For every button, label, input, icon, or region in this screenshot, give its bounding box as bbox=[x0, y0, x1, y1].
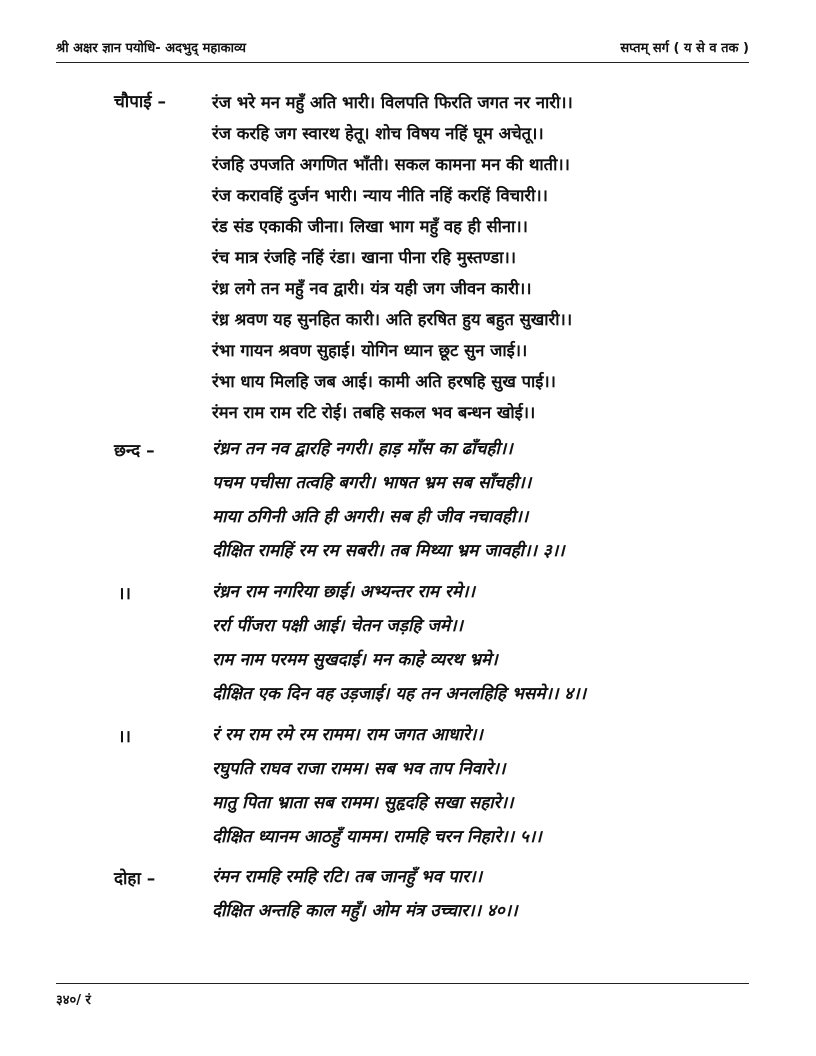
verse-line: रंमन रामहि रमहि रटि। तब जानहुँ भव पार।। bbox=[212, 867, 483, 887]
verse-line: माया ठगिनी अति ही अगरी। सब ही जीव नचावही।। bbox=[212, 507, 529, 527]
verse-line: रंज करावहिं दुर्जन भारी। न्याय नीति नहिं करहिं विचारी।। bbox=[212, 186, 548, 205]
chaupai-lines bbox=[212, 87, 682, 428]
verse-line: रंज करहि जग स्वारथ हेतू। शोच विषय नहिं घूम अचेतू।। bbox=[212, 124, 544, 143]
chhand-2-lines bbox=[212, 575, 682, 711]
verse-line: रंध्रन तन नव द्वारहि नगरी। हाड़ माँस का ढाँचही।। bbox=[212, 439, 513, 459]
verse-line: रघुपति राघव राजा रामम। सब भव ताप निवारे।। bbox=[212, 759, 506, 779]
verse-line: रंध्र लगे तन महुँ नव द्वारी। यंत्र यही जग जीवन कारी।। bbox=[212, 279, 532, 298]
page-footer bbox=[56, 983, 749, 1008]
page-header bbox=[56, 36, 749, 63]
verse-line: रं रम राम रमे रम रामम। राम जगत आधारे।। bbox=[212, 725, 483, 745]
doha-label: दोहा – bbox=[114, 869, 156, 889]
verse-line: रंभा गायन श्रवण सुहाई। योगिन ध्यान छूट सुन जाई।। bbox=[212, 341, 528, 360]
doha-lines bbox=[212, 860, 682, 928]
page-number: ३४०/ रं bbox=[56, 993, 91, 1008]
verse-line: रंमन राम राम रटि रोई। तबहि सकल भव बन्धन खोई।। bbox=[212, 403, 536, 422]
verse-line: रंज भरे मन महुँ अति भारी। विलपति फिरति जगत नर नारी।। bbox=[212, 93, 573, 112]
chhand-1-lines bbox=[212, 432, 682, 568]
verse-line: रंध्र श्रवण यह सुनहित कारी। अति हरषित हुय बहुत सुखारी।। bbox=[212, 310, 573, 329]
verse-line: रंच मात्र रंजहि नहिं रंडा। खाना पीना रहि मुस्तण्डा।। bbox=[212, 248, 516, 267]
chhand-3-label: ।। bbox=[118, 727, 131, 747]
verse-line: रंभा धाय मिलहि जब आई। कामी अति हरषहि सुख पाई।। bbox=[212, 372, 556, 391]
verse-line: रंजहि उपजति अगणित भाँती। सकल कामना मन की थाती।। bbox=[212, 155, 570, 174]
chhand-3-lines bbox=[212, 718, 682, 854]
chhand-2-label: ।। bbox=[118, 584, 131, 604]
verse-line: दीक्षित एक दिन वह उड़जाई। यह तन अनलहिहि भसमे।। ४।। bbox=[212, 684, 587, 704]
verse-line: राम नाम परमम सुखदाई। मन काहे व्यरथ भ्रमे। bbox=[212, 650, 498, 670]
verse-line: रंध्रन राम नगरिया छाई। अभ्यन्तर राम रमे।। bbox=[212, 582, 475, 602]
verse-line: पचम पचीसा तत्वहि बगरी। भाषत भ्रम सब साँचही।। bbox=[212, 473, 532, 493]
chapter-title: सप्तम् सर्ग ( य से व तक ) bbox=[620, 41, 749, 56]
chhand-label: छन्द – bbox=[114, 441, 155, 461]
book-title: श्री अक्षर ज्ञान पयोधि- अदभुद् महाकाव्य bbox=[56, 41, 246, 56]
verse-line: रर्रा पींजरा पक्षी आई। चेतन जड़हि जमे।। bbox=[212, 616, 463, 636]
verse-line: मातु पिता भ्राता सब रामम। सुहृदहि सखा सहारे।। bbox=[212, 793, 514, 813]
verse-line: दीक्षित ध्यानम आठहुँ यामम। रामहि चरन निहारे।। ५।। bbox=[212, 827, 542, 847]
verse-line: दीक्षित अन्तहि काल महुँ। ओम मंत्र उच्चार।। ४०।। bbox=[212, 901, 518, 921]
chaupai-label: चौपाई – bbox=[114, 92, 167, 112]
verse-line: दीक्षित रामहिं रम रम सबरी। तब मिथ्या भ्रम जावही।। ३।। bbox=[212, 541, 565, 561]
verse-line: रंड संड एकाकी जीना। लिखा भाग महुँ वह ही सीना।। bbox=[212, 217, 528, 236]
